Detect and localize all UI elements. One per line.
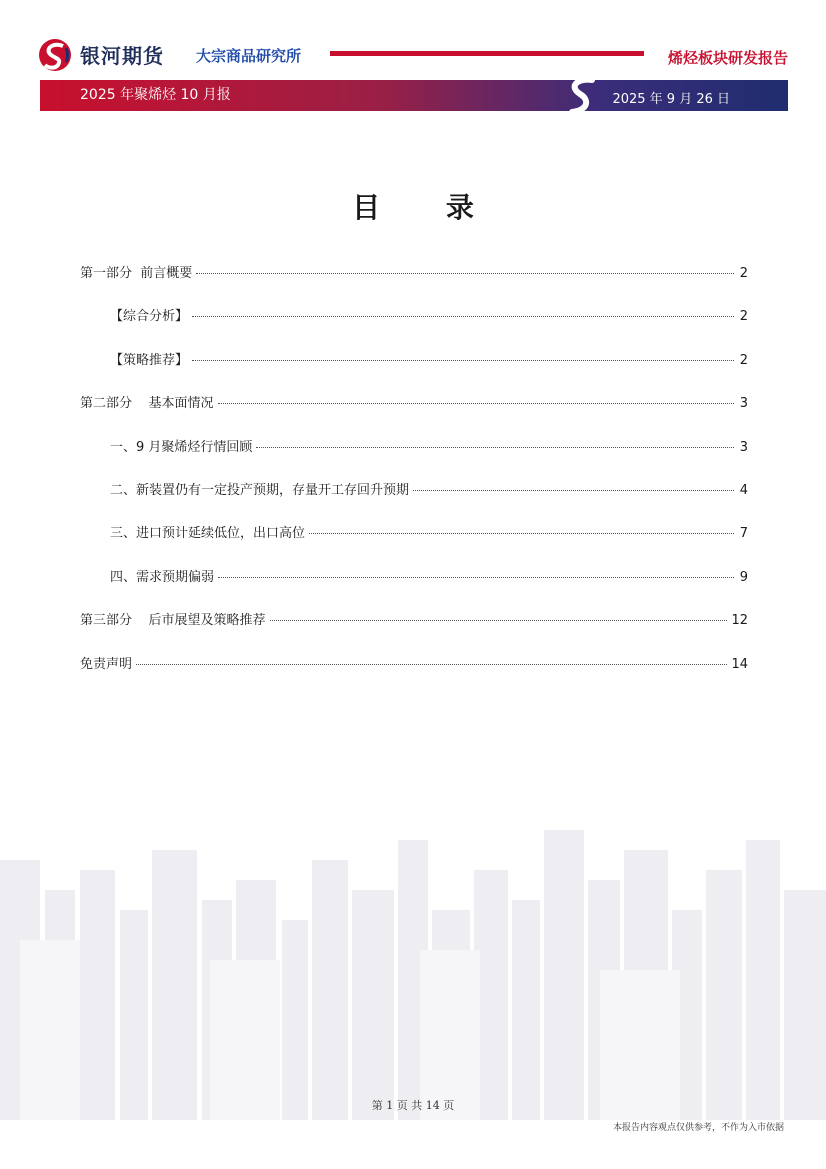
toc-leader — [196, 273, 734, 274]
swoosh-icon — [558, 76, 606, 114]
header-divider — [330, 51, 644, 56]
toc-entry-page: 9 — [739, 569, 748, 585]
toc-entry[interactable] — [80, 653, 748, 696]
toc-entry[interactable] — [80, 436, 748, 479]
toc-entry-page: 2 — [739, 309, 748, 325]
toc-entry-page: 12 — [731, 613, 748, 629]
toc-entry[interactable] — [80, 522, 748, 565]
toc-entry-page: 2 — [739, 352, 748, 368]
toc-leader — [218, 403, 734, 404]
toc-entry-label: 一、9 月聚烯烃行情回顾 — [110, 439, 253, 455]
toc-entry[interactable] — [80, 479, 748, 522]
toc-entry-page: 7 — [739, 526, 748, 542]
toc-entry-page: 2 — [739, 266, 748, 281]
toc-entry-label: 第一部分 前言概要 — [80, 266, 193, 281]
toc-entry[interactable] — [80, 262, 748, 305]
toc-leader — [270, 620, 728, 621]
footer-disclaimer: 本报告内容观点仅供参考，不作为入市依据 — [612, 1123, 784, 1133]
toc-entry[interactable] — [80, 566, 748, 609]
toc-entry[interactable] — [80, 305, 748, 348]
toc-entry-page: 14 — [731, 656, 748, 672]
toc-entry-page: 4 — [739, 482, 748, 498]
report-date: 2025 年 9 月 26 日 — [612, 92, 730, 107]
toc-entry-label: 二、新装置仍有一定投产预期，存量开工存回升预期 — [110, 482, 410, 498]
skyline-watermark — [0, 820, 826, 1120]
toc-leader — [309, 533, 734, 534]
toc-entry-label: 第三部分 后市展望及策略推荐 — [80, 613, 266, 629]
report-type: 烯烃板块研发报告 — [667, 49, 788, 67]
toc-leader — [192, 316, 734, 317]
toc-entry-label: 【策略推荐】 — [110, 352, 189, 368]
institute-name: 大宗商品研究所 — [196, 47, 302, 65]
toc-leader — [256, 447, 734, 448]
toc-entry[interactable] — [80, 392, 748, 435]
header-banner — [40, 80, 788, 111]
toc-entry-page: 3 — [739, 439, 748, 455]
toc-entry-label: 【综合分析】 — [110, 309, 189, 325]
toc-entry-label: 免责声明 — [80, 656, 133, 672]
toc-leader — [192, 360, 734, 361]
toc-entry[interactable] — [80, 609, 748, 652]
page-indicator: 第 1 页 共 14 页 — [371, 1099, 455, 1112]
yinhe-logo-icon — [38, 38, 74, 72]
toc-leader — [218, 577, 734, 578]
toc-entry-label: 三、进口预计延续低位，出口高位 — [110, 526, 306, 542]
brand-name: 银河期货 — [80, 44, 164, 68]
table-of-contents — [80, 262, 748, 696]
toc-entry-label: 第二部分 基本面情况 — [80, 396, 214, 412]
toc-leader — [136, 664, 727, 665]
toc-title: 目 录 — [352, 191, 502, 224]
toc-leader — [413, 490, 734, 491]
toc-entry-page: 3 — [739, 396, 748, 412]
report-title: 2025 年聚烯烃 10 月报 — [80, 87, 231, 103]
toc-entry[interactable] — [80, 349, 748, 392]
toc-entry-label: 四、需求预期偏弱 — [110, 569, 215, 585]
